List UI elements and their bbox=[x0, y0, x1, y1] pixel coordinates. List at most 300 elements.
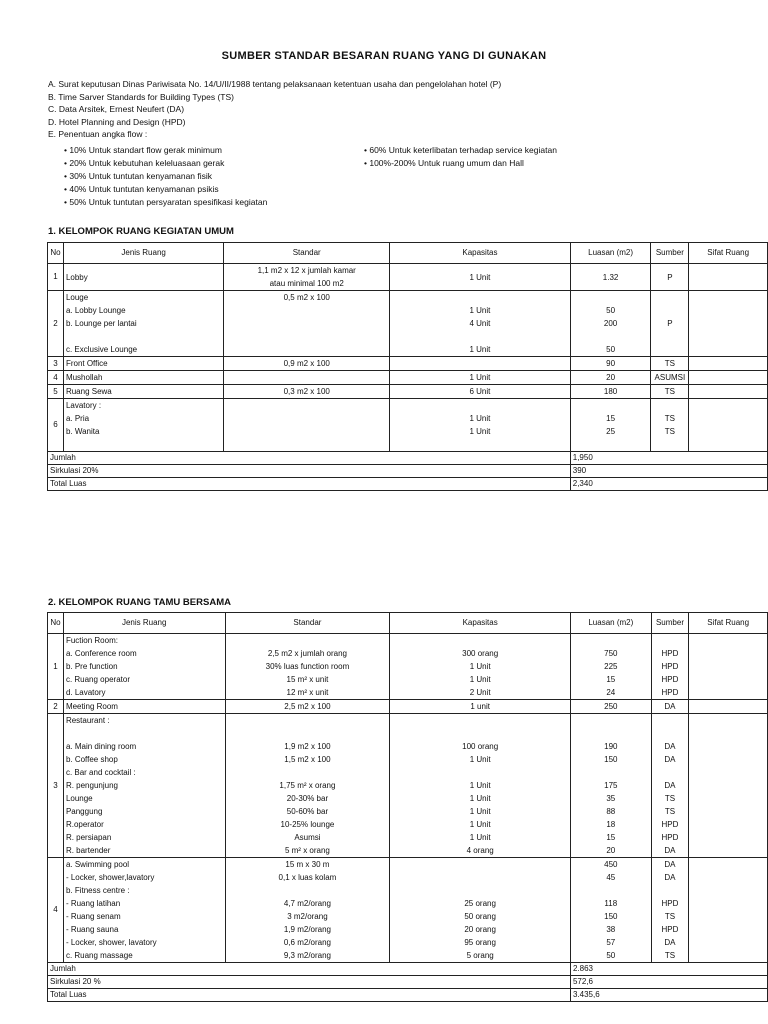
summary-row bbox=[48, 452, 768, 465]
cell-no: 2 bbox=[48, 700, 64, 714]
cell-luasan bbox=[570, 385, 651, 399]
cell-sifat bbox=[689, 264, 768, 291]
summary-value: 1,950 bbox=[570, 452, 767, 465]
cell-line: 88 bbox=[606, 807, 616, 816]
cell-line: 300 orang bbox=[462, 649, 499, 658]
cell-line: 190 bbox=[604, 742, 618, 751]
cell-line: Lavatory : bbox=[65, 401, 102, 410]
cell-line: d. Lavatory bbox=[65, 688, 106, 697]
cell-line: 4 orang bbox=[466, 846, 494, 855]
cell-line bbox=[654, 714, 687, 727]
cell-sifat bbox=[689, 858, 768, 963]
cell-line: - Locker, shower,lavatory bbox=[65, 873, 155, 882]
cell-line: Panggung bbox=[65, 807, 103, 816]
cell-no: 3 bbox=[48, 357, 64, 371]
column-header: Kapasitas bbox=[390, 243, 571, 264]
cell-line bbox=[226, 330, 387, 343]
column-header: Luasan (m2) bbox=[570, 243, 651, 264]
cell-sifat bbox=[689, 634, 768, 700]
cell-line: 3 m2/orang bbox=[287, 912, 328, 921]
summary-row bbox=[48, 976, 768, 989]
cell-line bbox=[226, 304, 387, 317]
cell-jenis bbox=[63, 634, 225, 700]
cell-line: DA bbox=[664, 873, 676, 882]
cell-line: - Ruang senam bbox=[65, 912, 121, 921]
cell-standar bbox=[225, 858, 390, 963]
cell-line: TS bbox=[664, 387, 675, 396]
flow-item: • 20% Untuk kebutuhan keleluasaan gerak bbox=[64, 158, 225, 168]
cell-line: 1,1 m2 x 12 x jumlah kamar bbox=[257, 266, 356, 275]
cell-line: TS bbox=[664, 359, 675, 368]
cell-sifat bbox=[689, 700, 768, 714]
cell-line bbox=[228, 714, 388, 727]
source-item: E. Penentuan angka flow : bbox=[48, 129, 148, 139]
cell-line bbox=[653, 399, 686, 412]
table-row bbox=[48, 399, 768, 452]
cell-line bbox=[392, 884, 568, 897]
cell-line: a. Swimming pool bbox=[65, 860, 130, 869]
column-header: Sumber bbox=[651, 243, 689, 264]
cell-line: 25 orang bbox=[464, 899, 496, 908]
cell-line: 0,3 m2 x 100 bbox=[283, 387, 330, 396]
flow-item: • 10% Untuk standart flow gerak minimum bbox=[64, 145, 222, 155]
cell-sumber bbox=[651, 858, 689, 963]
column-header: Sifat Ruang bbox=[689, 613, 768, 634]
cell-sumber bbox=[651, 357, 689, 371]
cell-line: ASUMSI bbox=[654, 373, 686, 382]
cell-no: 4 bbox=[48, 371, 64, 385]
cell-sumber bbox=[651, 714, 689, 858]
cell-line: 10-25% lounge bbox=[280, 820, 335, 829]
cell-line: DA bbox=[664, 781, 676, 790]
cell-line bbox=[66, 330, 221, 343]
cell-line: a. Lobby Lounge bbox=[65, 306, 126, 315]
cell-no: 3 bbox=[48, 714, 64, 858]
source-item: A. Surat keputusan Dinas Pariwisata No. 14/U/II/1988 tentang pelaksanaan ketentuan usaha dan pengelolahan hotel (P) bbox=[48, 79, 502, 89]
cell-line: 1 Unit bbox=[469, 427, 491, 436]
cell-line: Louge bbox=[65, 293, 89, 302]
cell-line: 35 bbox=[606, 794, 616, 803]
cell-line: 90 bbox=[606, 359, 616, 368]
cell-jenis bbox=[63, 291, 223, 357]
cell-sifat bbox=[689, 357, 768, 371]
cell-line: HPD bbox=[661, 899, 679, 908]
cell-sifat bbox=[689, 399, 768, 452]
cell-line bbox=[392, 438, 568, 451]
cell-line: 24 bbox=[606, 688, 616, 697]
cell-jenis bbox=[63, 700, 225, 714]
flow-item: • 100%-200% Untuk ruang umum dan Hall bbox=[364, 158, 524, 168]
summary-value: 390 bbox=[570, 465, 767, 478]
cell-line: 1,5 m2 x 100 bbox=[284, 755, 331, 764]
cell-line: 6 Unit bbox=[469, 387, 491, 396]
table-header-row bbox=[48, 243, 768, 264]
cell-line bbox=[573, 330, 649, 343]
cell-luasan bbox=[570, 858, 651, 963]
cell-line: 250 bbox=[604, 702, 618, 711]
cell-line: a. Conference room bbox=[65, 649, 137, 658]
cell-no: 1 bbox=[48, 634, 64, 700]
cell-line bbox=[654, 634, 687, 647]
cell-jenis bbox=[63, 385, 223, 399]
source-item: D. Hotel Planning and Design (HPD) bbox=[48, 116, 186, 127]
cell-line: 1.32 bbox=[602, 272, 619, 282]
cell-line bbox=[228, 766, 388, 779]
cell-jenis bbox=[63, 399, 223, 452]
cell-line: c. Bar and cocktail : bbox=[65, 768, 136, 777]
cell-standar bbox=[224, 371, 390, 385]
cell-line bbox=[392, 727, 568, 740]
cell-line: 1 Unit bbox=[469, 675, 491, 684]
cell-line: 50 bbox=[606, 951, 616, 960]
cell-luasan bbox=[570, 700, 651, 714]
table-header-row bbox=[48, 613, 768, 634]
cell-sumber bbox=[651, 264, 689, 291]
cell-no: 5 bbox=[48, 385, 64, 399]
summary-label: Total Luas bbox=[48, 989, 571, 1002]
cell-line bbox=[228, 884, 388, 897]
summary-row bbox=[48, 478, 768, 491]
cell-line: 4 Unit bbox=[469, 319, 491, 328]
cell-line: 150 bbox=[604, 755, 618, 764]
source-item: B. Time Sarver Standards for Building Types (TS) bbox=[48, 91, 234, 102]
cell-line: DA bbox=[664, 742, 676, 751]
cell-line: 1 Unit bbox=[469, 820, 491, 829]
summary-label: Jumlah bbox=[48, 452, 571, 465]
flow-list-left bbox=[64, 144, 267, 209]
cell-line: HPD bbox=[661, 662, 679, 671]
cell-line: DA bbox=[664, 846, 676, 855]
cell-line: Asumsi bbox=[294, 833, 321, 842]
cell-standar bbox=[224, 399, 390, 452]
column-header: Jenis Ruang bbox=[63, 613, 225, 634]
flow-item: • 40% Untuk tuntutan kenyamanan psikis bbox=[64, 184, 219, 194]
cell-line: 57 bbox=[606, 938, 616, 947]
cell-line: - Ruang latihan bbox=[65, 899, 121, 908]
cell-line bbox=[573, 399, 649, 412]
cell-line: 150 bbox=[604, 912, 618, 921]
cell-line: Lobby bbox=[65, 272, 88, 282]
cell-standar bbox=[224, 291, 390, 357]
cell-line: 15 bbox=[606, 414, 616, 423]
cell-line: 1 Unit bbox=[469, 345, 491, 354]
cell-kapasitas bbox=[390, 385, 571, 399]
cell-line: atau minimal 100 m2 bbox=[269, 279, 344, 288]
cell-jenis bbox=[63, 714, 225, 858]
cell-line: HPD bbox=[661, 833, 679, 842]
cell-luasan bbox=[570, 291, 651, 357]
table-row bbox=[48, 385, 768, 399]
cell-line: 5 orang bbox=[466, 951, 494, 960]
cell-line: 45 bbox=[606, 873, 616, 882]
cell-line: 0,6 m2/orang bbox=[283, 938, 331, 947]
cell-line: TS bbox=[664, 912, 676, 921]
cell-line: 25 bbox=[606, 427, 616, 436]
cell-line: 450 bbox=[604, 860, 618, 869]
column-header: Kapasitas bbox=[390, 613, 571, 634]
cell-line bbox=[653, 343, 686, 356]
cell-standar bbox=[225, 714, 390, 858]
summary-label: Total Luas bbox=[48, 478, 571, 491]
cell-line bbox=[573, 766, 649, 779]
cell-kapasitas bbox=[390, 291, 571, 357]
cell-line: 1 Unit bbox=[469, 272, 491, 282]
summary-label: Sirkulasi 20 % bbox=[48, 976, 571, 989]
cell-luasan bbox=[570, 399, 651, 452]
cell-sumber bbox=[651, 291, 689, 357]
cell-line: DA bbox=[664, 755, 676, 764]
cell-line: 1,9 m2 x 100 bbox=[284, 742, 331, 751]
cell-line: b. Wanita bbox=[65, 427, 100, 436]
cell-sifat bbox=[689, 371, 768, 385]
cell-line: R. pengunjung bbox=[65, 781, 118, 790]
cell-line bbox=[653, 438, 686, 451]
cell-line: 20 bbox=[606, 373, 616, 382]
cell-line: 175 bbox=[604, 781, 618, 790]
cell-line: Mushollah bbox=[65, 373, 103, 382]
cell-line bbox=[392, 766, 568, 779]
cell-line: 2,5 m2 x 100 bbox=[284, 702, 331, 711]
section1-table bbox=[47, 242, 768, 491]
cell-sifat bbox=[689, 714, 768, 858]
cell-kapasitas bbox=[390, 858, 571, 963]
cell-luasan bbox=[570, 357, 651, 371]
cell-line: TS bbox=[664, 807, 676, 816]
cell-line: 50 bbox=[606, 306, 616, 315]
cell-line: TS bbox=[664, 951, 676, 960]
cell-line: Restaurant : bbox=[65, 716, 110, 725]
cell-no: 4 bbox=[48, 858, 64, 963]
cell-line bbox=[573, 727, 649, 740]
sources-list bbox=[48, 78, 501, 141]
cell-line: - Ruang sauna bbox=[65, 925, 119, 934]
cell-line: 30% luas function room bbox=[265, 662, 350, 671]
column-header: Jenis Ruang bbox=[63, 243, 223, 264]
summary-label: Jumlah bbox=[48, 963, 571, 976]
cell-line bbox=[226, 343, 387, 356]
cell-line: Front Office bbox=[65, 359, 108, 368]
cell-luasan bbox=[570, 714, 651, 858]
summary-value: 572,6 bbox=[570, 976, 767, 989]
cell-standar bbox=[224, 385, 390, 399]
cell-sumber bbox=[651, 385, 689, 399]
cell-line: 1,75 m² x orang bbox=[279, 781, 336, 790]
cell-line bbox=[392, 714, 568, 727]
cell-line: 15 m x 30 m bbox=[285, 860, 330, 869]
cell-sumber bbox=[651, 371, 689, 385]
summary-value: 2.863 bbox=[570, 963, 767, 976]
cell-luasan bbox=[570, 264, 651, 291]
summary-value: 2,340 bbox=[570, 478, 767, 491]
summary-value: 3.435,6 bbox=[570, 989, 767, 1002]
cell-line: b. Coffee shop bbox=[65, 755, 118, 764]
cell-line: 1 unit bbox=[470, 702, 490, 711]
column-header: Luasan (m2) bbox=[570, 613, 651, 634]
cell-line: 15 m² x unit bbox=[286, 675, 329, 684]
cell-line bbox=[654, 766, 687, 779]
cell-line: TS bbox=[664, 414, 675, 423]
cell-line: 750 bbox=[604, 649, 618, 658]
cell-line: 100 orang bbox=[462, 742, 499, 751]
cell-line: Fuction Room: bbox=[65, 636, 118, 645]
cell-standar bbox=[224, 264, 390, 291]
cell-line: 1 Unit bbox=[469, 373, 491, 382]
column-header: No bbox=[48, 243, 64, 264]
cell-sumber bbox=[651, 700, 689, 714]
cell-kapasitas bbox=[390, 371, 571, 385]
cell-line: 9,3 m2/orang bbox=[283, 951, 331, 960]
cell-line bbox=[228, 727, 388, 740]
column-header: No bbox=[48, 613, 64, 634]
section1-title: 1. KELOMPOK RUANG KEGIATAN UMUM bbox=[48, 226, 234, 237]
cell-line: 0,5 m2 x 100 bbox=[283, 293, 330, 302]
cell-line: 1 Unit bbox=[469, 306, 491, 315]
cell-kapasitas bbox=[390, 634, 571, 700]
cell-line: 50 orang bbox=[464, 912, 496, 921]
cell-luasan bbox=[570, 634, 651, 700]
cell-jenis bbox=[63, 264, 223, 291]
cell-line: Lounge bbox=[65, 794, 93, 803]
flow-item: • 50% Untuk tuntutan persyaratan spesifikasi kegiatan bbox=[64, 197, 268, 207]
table-row bbox=[48, 371, 768, 385]
cell-line: HPD bbox=[661, 925, 679, 934]
cell-line: HPD bbox=[661, 675, 679, 684]
cell-line: 38 bbox=[606, 925, 616, 934]
column-header: Standar bbox=[224, 243, 390, 264]
cell-line: R.operator bbox=[65, 820, 104, 829]
summary-row bbox=[48, 963, 768, 976]
cell-line bbox=[573, 884, 649, 897]
cell-line: DA bbox=[664, 860, 676, 869]
cell-line bbox=[392, 291, 568, 304]
cell-line: b. Pre function bbox=[65, 662, 118, 671]
cell-line: 1 Unit bbox=[469, 755, 491, 764]
table-row bbox=[48, 357, 768, 371]
cell-line bbox=[228, 634, 388, 647]
cell-line: Meeting Room bbox=[65, 702, 118, 711]
cell-no: 1 bbox=[48, 264, 64, 291]
cell-line bbox=[653, 304, 686, 317]
cell-line: 50-60% bar bbox=[286, 807, 329, 816]
cell-line bbox=[226, 399, 387, 412]
cell-luasan bbox=[570, 371, 651, 385]
flow-item: • 60% Untuk keterlibatan terhadap service kegiatan bbox=[364, 145, 557, 155]
cell-line: R. persiapan bbox=[65, 833, 112, 842]
cell-sumber bbox=[651, 634, 689, 700]
cell-standar bbox=[225, 700, 390, 714]
cell-line: 1,9 m2/orang bbox=[283, 925, 331, 934]
cell-no: 2 bbox=[48, 291, 64, 357]
cell-line bbox=[573, 438, 649, 451]
section2-table bbox=[47, 612, 768, 1002]
cell-line bbox=[573, 634, 649, 647]
cell-line bbox=[392, 871, 568, 884]
cell-line: 1 Unit bbox=[469, 794, 491, 803]
summary-row bbox=[48, 465, 768, 478]
cell-line: TS bbox=[664, 427, 675, 436]
cell-jenis bbox=[63, 357, 223, 371]
summary-row bbox=[48, 989, 768, 1002]
column-header: Sifat Ruang bbox=[689, 243, 768, 264]
cell-line: c. Ruang massage bbox=[65, 951, 133, 960]
cell-line: 20 bbox=[606, 846, 616, 855]
cell-line: R. bartender bbox=[65, 846, 111, 855]
cell-line: 20 orang bbox=[464, 925, 496, 934]
cell-line: DA bbox=[664, 938, 676, 947]
cell-line bbox=[573, 291, 649, 304]
page-title: SUMBER STANDAR BESARAN RUANG YANG DI GUNAKAN bbox=[221, 50, 547, 62]
cell-line: 0,9 m2 x 100 bbox=[283, 359, 330, 368]
cell-line: P bbox=[667, 272, 673, 282]
cell-line bbox=[653, 330, 686, 343]
cell-line: 95 orang bbox=[464, 938, 496, 947]
cell-line: 4,7 m2/orang bbox=[283, 899, 331, 908]
cell-sumber bbox=[651, 399, 689, 452]
cell-standar bbox=[225, 634, 390, 700]
cell-line bbox=[226, 425, 387, 438]
column-header: Sumber bbox=[651, 613, 689, 634]
cell-line bbox=[392, 634, 568, 647]
cell-line: 2,5 m2 x jumlah orang bbox=[267, 649, 347, 658]
table-row bbox=[48, 700, 768, 714]
cell-line: a. Main dining room bbox=[65, 742, 137, 751]
table-row bbox=[48, 264, 768, 291]
cell-line: 1 Unit bbox=[469, 781, 491, 790]
cell-line: 15 bbox=[606, 675, 616, 684]
cell-line bbox=[573, 714, 649, 727]
summary-label: Sirkulasi 20% bbox=[48, 465, 571, 478]
table-row bbox=[48, 714, 768, 858]
cell-line bbox=[392, 330, 568, 343]
cell-line bbox=[226, 412, 387, 425]
cell-no: 6 bbox=[48, 399, 64, 452]
cell-line bbox=[392, 357, 568, 370]
cell-line: c. Ruang operator bbox=[65, 675, 130, 684]
cell-line: DA bbox=[664, 702, 676, 711]
cell-line bbox=[653, 291, 686, 304]
cell-line: 2 Unit bbox=[469, 688, 491, 697]
cell-line: 18 bbox=[606, 820, 616, 829]
cell-line: 5 m² x orang bbox=[284, 846, 330, 855]
cell-line: 15 bbox=[606, 833, 616, 842]
cell-line: 118 bbox=[604, 899, 618, 908]
cell-line bbox=[66, 727, 223, 740]
cell-line: 0,1 x luas kolam bbox=[278, 873, 337, 882]
cell-line: 225 bbox=[604, 662, 618, 671]
cell-sifat bbox=[689, 291, 768, 357]
cell-line bbox=[392, 858, 568, 871]
cell-line: 1 Unit bbox=[469, 833, 491, 842]
cell-kapasitas bbox=[390, 357, 571, 371]
cell-line: b. Lounge per lantai bbox=[65, 319, 137, 328]
cell-line bbox=[66, 438, 221, 451]
cell-line bbox=[226, 438, 387, 451]
cell-line: 180 bbox=[603, 387, 618, 396]
cell-line: 1 Unit bbox=[469, 414, 491, 423]
cell-standar bbox=[224, 357, 390, 371]
cell-line: 200 bbox=[603, 319, 618, 328]
table-row bbox=[48, 291, 768, 357]
cell-sifat bbox=[689, 385, 768, 399]
cell-line: - Locker, shower, lavatory bbox=[65, 938, 157, 947]
section2-title: 2. KELOMPOK RUANG TAMU BERSAMA bbox=[48, 597, 231, 608]
cell-line: b. Fitness centre : bbox=[65, 886, 130, 895]
cell-jenis bbox=[63, 371, 223, 385]
cell-jenis bbox=[63, 858, 225, 963]
table-row bbox=[48, 634, 768, 700]
cell-line: HPD bbox=[661, 820, 679, 829]
cell-line: Ruang Sewa bbox=[65, 387, 112, 396]
